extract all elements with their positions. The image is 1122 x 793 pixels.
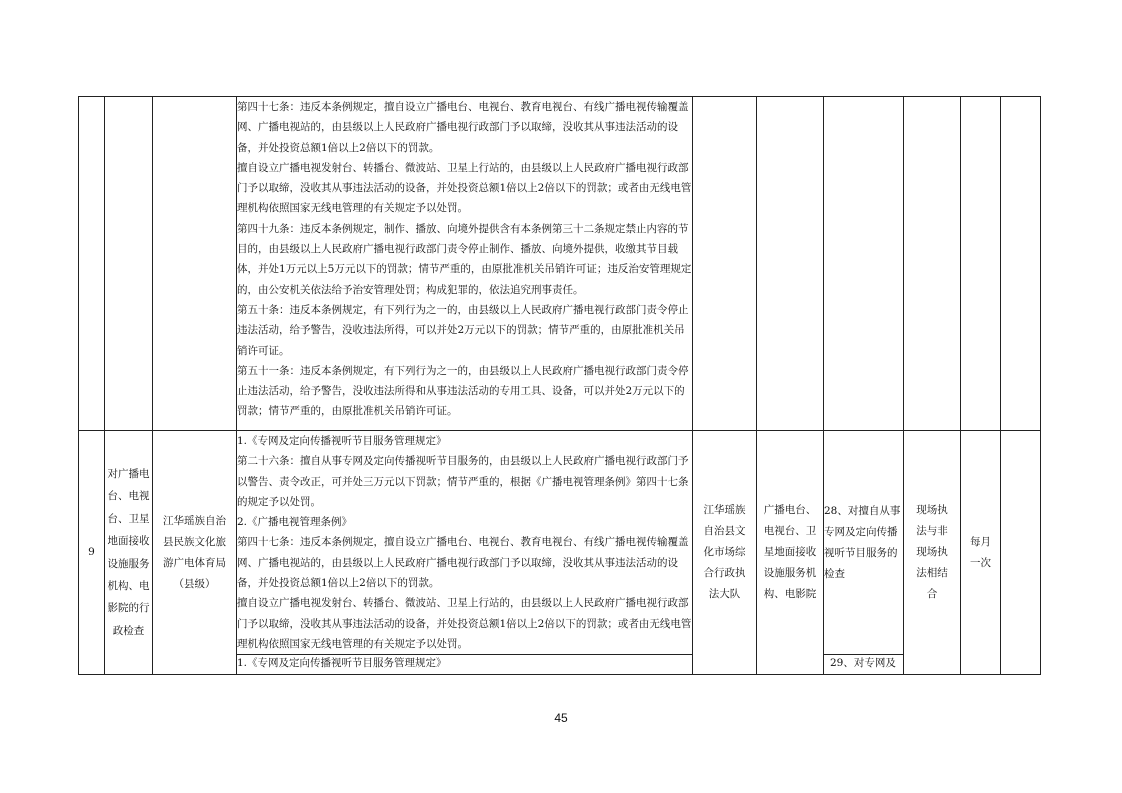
subject-cell: 对广播电台、电视台、卫星地面接收设施服务机构、电影院的行政检查	[105, 431, 153, 675]
legal-basis-paragraph: 第四十九条：违反本条例规定，制作、播放、向境外提供含有本条例第三十二条规定禁止内容的节目的，由县级以上人民政府广播电视行政部门责令停止制作、播放、向境外提供，收缴其节目载体，并处1万元以上5万元以下的罚款；情节严重的，由原批准机关吊销许可证；违反治安管理规定的，由公安机关依法给予治安管理处罚；构成犯罪的，依法追究刑事责任。	[237, 222, 692, 296]
implementer-cell: 江华瑶族自治县文化市场综合行政执法大队	[693, 431, 757, 675]
legal-basis-paragraph: 第五十一条：违反本条例规定，有下列行为之一的，由县级以上人民政府广播电视行政部门责令停止违法活动，给予警告，没收违法所得和从事违法活动的专用工具、设备，可以并处2万元以下的罚款；情节严重的，由原批准机关吊销许可证。	[237, 364, 689, 418]
row-index-cell	[79, 97, 105, 431]
legal-basis-paragraph: 第二十六条：擅自从事专网及定向传播视听节目服务的，由县级以上人民政府广播电视行政部门予以警告、责令改正，可并处三万元以下罚款；情节严重的，根据《广播电视管理条例》第四十七条的规定予以处罚。	[237, 455, 689, 508]
department-cell	[153, 97, 237, 431]
remark-cell	[1001, 97, 1041, 431]
item-cell: 28、对擅自从事专网及定向传播视听节目服务的检查	[824, 431, 904, 655]
table-row-continued	[79, 97, 1041, 431]
legal-basis-cell	[237, 431, 693, 655]
legal-basis-paragraph: 2.《广播电视管理条例》	[237, 516, 353, 529]
targets-cell: 广播电台、电视台、卫星地面接收设施服务机构、电影院	[757, 431, 824, 675]
remark-cell	[1001, 431, 1041, 675]
subject-cell	[105, 97, 153, 431]
inspection-table	[78, 96, 1041, 675]
legal-basis-paragraph: 1.《专网及定向传播视听节目服务管理规定》	[237, 435, 447, 447]
legal-basis-paragraph: 擅自设立广播电视发射台、转播台、微波站、卫星上行站的，由县级以上人民政府广播电视行政部门予以取缔，没收其从事违法活动的设备，并处投资总额1倍以上2倍以下的罚款；或者由无线电管理机构依照国家无线电管理的有关规定予以处罚。	[237, 161, 692, 215]
method-cell	[904, 97, 961, 431]
legal-basis-cell	[237, 97, 693, 431]
implementer-cell	[693, 97, 757, 431]
legal-basis-paragraph: 第五十条：违反本条例规定，有下列行为之一的，由县级以上人民政府广播电视行政部门责令停止违法活动，给予警告，没收违法所得，可以并处2万元以下的罚款；情节严重的，由原批准机关吊销许可证。	[237, 303, 689, 357]
targets-cell	[757, 97, 824, 431]
legal-basis-cell: 1.《专网及定向传播视听节目服务管理规定》	[237, 655, 693, 675]
row-index-cell: 9	[79, 431, 105, 675]
method-cell: 现场执法与非现场执法相结合	[904, 431, 961, 675]
item-cell: 29、对专网及	[824, 655, 904, 675]
legal-basis-paragraph: 第四十七条：违反本条例规定，擅自设立广播电台、电视台、教育电视台、有线广播电视传输覆盖网、广播电视站的，由县级以上人民政府广播电视行政部门予以取缔，没收其从事违法活动的设备，并处投资总额1倍以上2倍以下的罚款。	[237, 101, 689, 154]
legal-basis-paragraph: 第四十七条：违反本条例规定，擅自设立广播电台、电视台、教育电视台、有线广播电视传输覆盖网、广播电视站的，由县级以上人民政府广播电视行政部门予以取缔，没收其从事违法活动的设备，并处投资总额1倍以上2倍以下的罚款。	[237, 536, 689, 590]
item-cell	[824, 97, 904, 431]
frequency-cell	[961, 97, 1001, 431]
department-cell: 江华瑶族自治县民族文化旅游广电体育局（县级）	[153, 431, 237, 675]
table-row-main	[79, 431, 1041, 655]
frequency-cell: 每月一次	[961, 431, 1001, 675]
legal-basis-paragraph: 擅自设立广播电视发射台、转播台、微波站、卫星上行站的，由县级以上人民政府广播电视行政部门予以取缔，没收其从事违法活动的设备，并处投资总额1倍以上2倍以下的罚款；或者由无线电管理机构依照国家无线电管理的有关规定予以处罚。	[237, 597, 692, 650]
page-number: 45	[554, 711, 568, 725]
